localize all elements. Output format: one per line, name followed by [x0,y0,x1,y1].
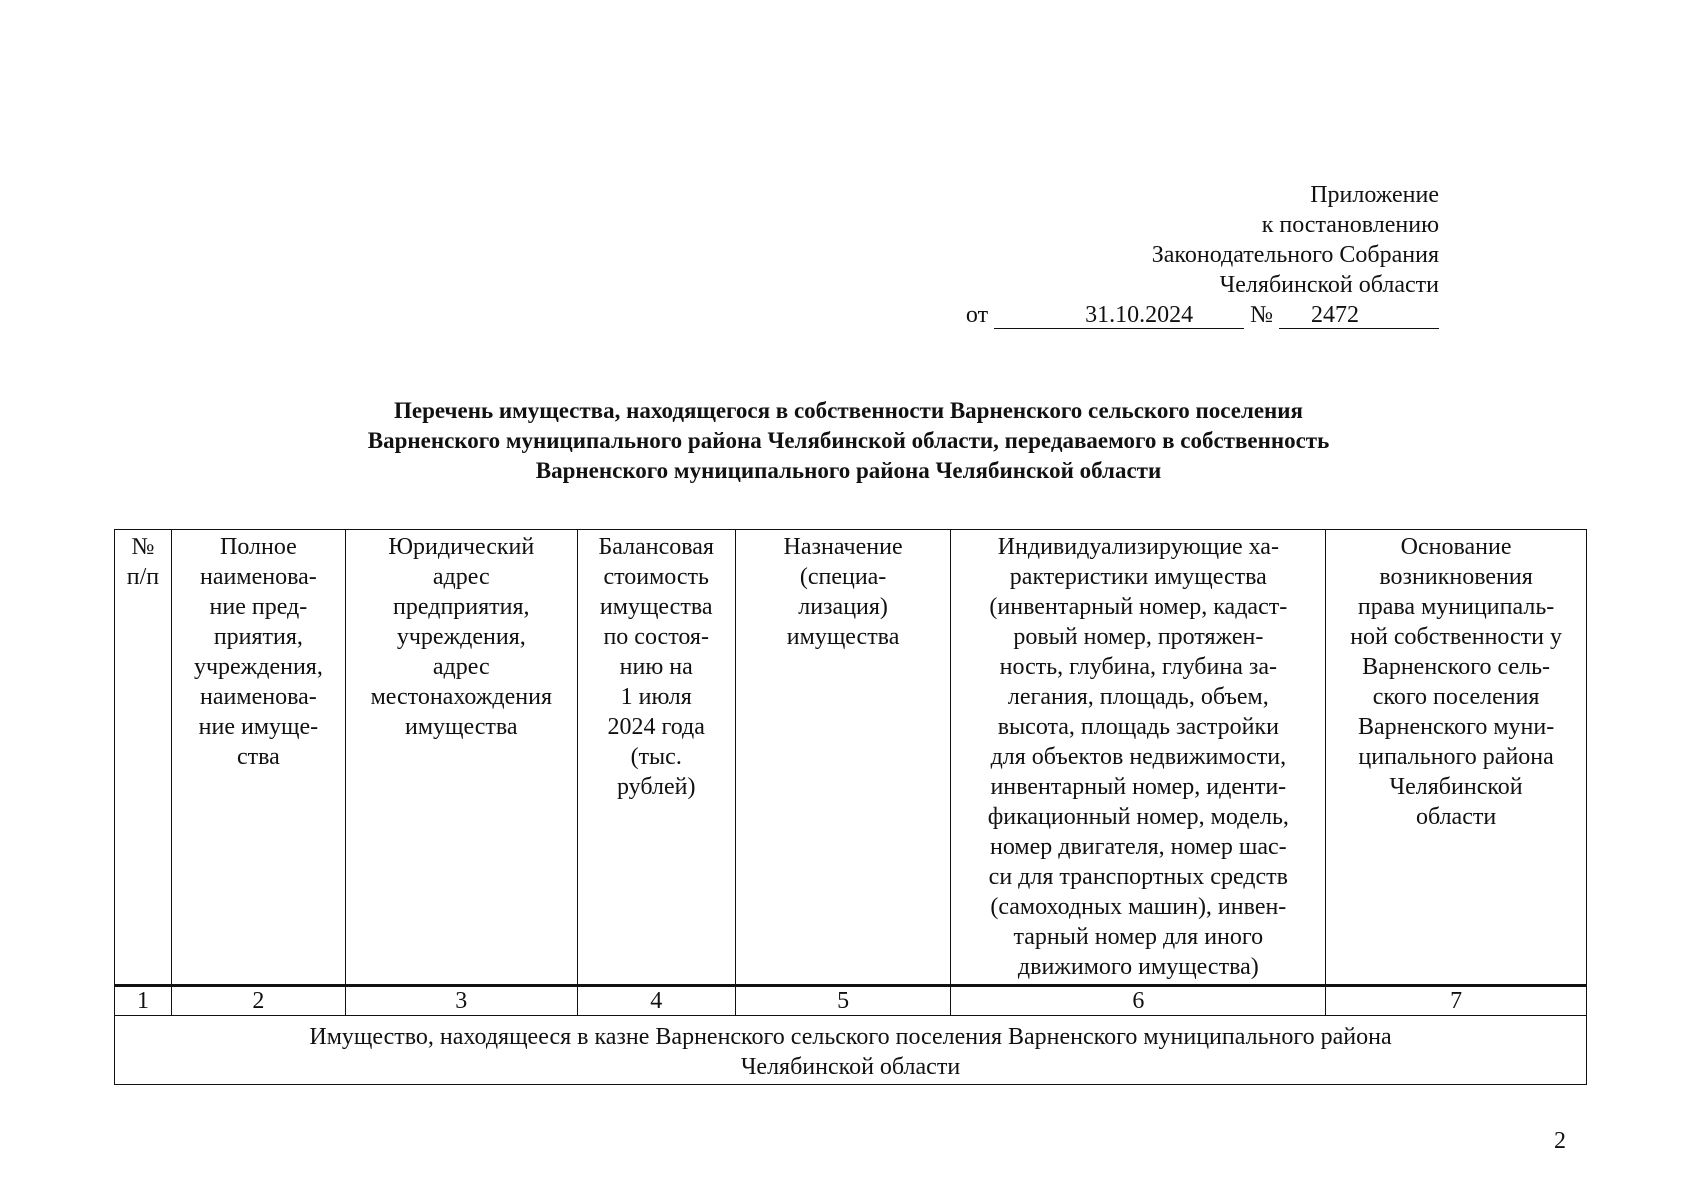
document-number: 2472 [1279,302,1439,329]
appendix-line-3: Законодательного Собрания [1151,242,1439,268]
column-number: 2 [171,986,345,1016]
header-cell-characteristics: Индивидуализирующие ха- рактеристики имущества (инвентарный номер, кадаст- ровый номер, протяжен- ность, глубина, глубина за- легания, площадь, объем, высота, площадь застройки для объектов недвижимости, инвентарный номер, иденти- фикационный номер, модель, номер двигателя, номер шас- си для транспортных средств (самоходных машин), инвен- тарный номер для иного движимого имущества) [951,530,1326,986]
section-line-1: Имущество, находящееся в казне Варненского сельского поселения Варненского муниципального района [309,1024,1392,1050]
header-cell-purpose: Назначение (специа- лизация) имущества [735,530,951,986]
section-heading [115,1016,1587,1085]
title-line-1: Перечень имущества, находящегося в собственности Варненского сельского поселения [393,398,1304,423]
document-date: 31.10.2024 [994,302,1244,329]
date-prefix: от [965,302,989,328]
column-number: 5 [735,986,951,1016]
column-number: 6 [951,986,1326,1016]
appendix-line-4: Челябинской области [1219,272,1439,298]
document-title [0,396,1697,486]
property-table [114,529,1587,1085]
column-number: 3 [345,986,577,1016]
section-line-2: Челябинской области [740,1054,961,1080]
header-cell-balance-value: Балансовая стоимость имущества по состоя- нию на 1 июля 2024 года (тыс. рублей) [577,530,735,986]
header-cell-basis: Основание возникновения права муниципаль- ной собственности у Варненского сель- ского поселения Варненского муни- ципального района Челябинской области [1326,530,1587,986]
title-line-3: Варненского муниципального района Челябинской области [535,458,1162,483]
number-prefix: № [1250,302,1273,328]
appendix-line-2: к постановлению [1261,212,1439,238]
column-number: 1 [115,986,172,1016]
appendix-block [966,180,1439,330]
title-line-2: Варненского муниципального района Челябинской области, передаваемого в собственность [367,428,1330,453]
header-cell-address: Юридический адрес предприятия, учреждения, адрес местонахождения имущества [345,530,577,986]
header-cell-name: Полное наименова- ние пред- приятия, учреждения, наименова- ние имуще- ства [171,530,345,986]
appendix-line-1: Приложение [1310,182,1439,208]
table-header-row [115,530,1587,986]
column-number-row [115,986,1587,1016]
section-row [115,1016,1587,1085]
header-cell-number: № п/п [115,530,172,986]
column-number: 7 [1326,986,1587,1016]
column-number: 4 [577,986,735,1016]
page-number: 2 [1554,1128,1566,1154]
appendix-date-line [966,300,1439,330]
